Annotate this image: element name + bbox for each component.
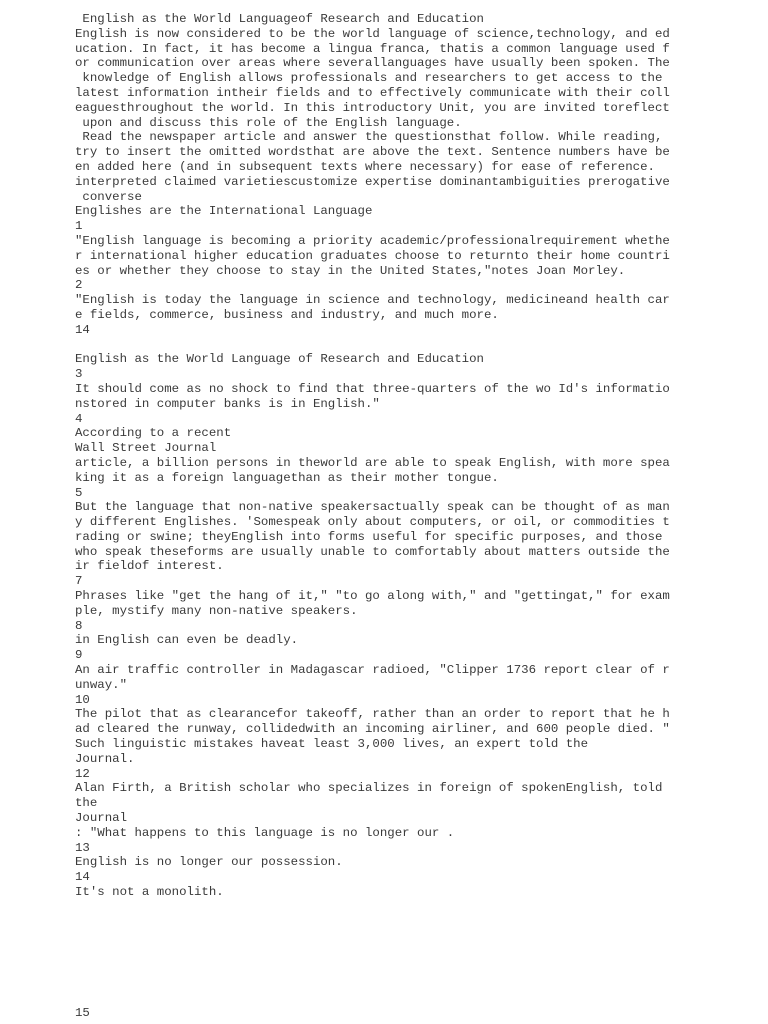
text-line: English is now considered to be the world language of science,technology, and ed bbox=[75, 26, 670, 41]
text-line: the bbox=[75, 796, 98, 811]
text-line: e fields, commerce, business and industry, and much more. bbox=[75, 307, 499, 322]
text-line: It should come as no shock to find that three-quarters of the wo Id's informatio bbox=[75, 381, 670, 396]
text-line: try to insert the omitted wordsthat are above the text. Sentence numbers have be bbox=[75, 145, 670, 160]
text-line: Read the newspaper article and answer the questionsthat follow. While reading, bbox=[75, 130, 663, 145]
text-line: 9 bbox=[75, 648, 83, 663]
text-line: converse bbox=[75, 189, 142, 204]
text-line: ple, mystify many non-native speakers. bbox=[75, 603, 358, 618]
text-line: Journal. bbox=[75, 751, 135, 766]
text-line: 1 bbox=[75, 219, 83, 234]
text-line: 8 bbox=[75, 618, 83, 633]
text-line: latest information intheir fields and to effectively communicate with their coll bbox=[75, 85, 670, 100]
text-line: 14 bbox=[75, 870, 90, 885]
text-line: who speak theseforms are usually unable to comfortably about matters outside the bbox=[75, 544, 670, 559]
text-line: ucation. In fact, it has become a lingua franca, thatis a common language used f bbox=[75, 41, 670, 56]
text-line: "English language is becoming a priority academic/professionalrequirement whethe bbox=[75, 233, 670, 248]
text-line: 13 bbox=[75, 840, 90, 855]
text-line: Wall Street Journal bbox=[75, 441, 217, 456]
text-line: article, a billion persons in theworld are able to speak English, with more spea bbox=[75, 455, 670, 470]
text-line: Journal bbox=[75, 811, 128, 826]
text-line: rading or swine; theyEnglish into forms useful for specific purposes, and those bbox=[75, 529, 663, 544]
text-line: : "What happens to this language is no longer our . bbox=[75, 825, 455, 840]
text-line: en added here (and in subsequent texts where necessary) for ease of reference. bbox=[75, 159, 655, 174]
text-line: It's not a monolith. bbox=[75, 885, 224, 900]
text-line: According to a recent bbox=[75, 426, 232, 441]
text-line: English as the World Languageof Research and Education bbox=[75, 12, 484, 26]
text-line: But the language that non-native speakersactually speak can be thought of as man bbox=[75, 500, 670, 515]
text-line: nstored in computer banks is in English." bbox=[75, 396, 380, 411]
text-line: 7 bbox=[75, 574, 83, 589]
text-line: eaguesthroughout the world. In this introductory Unit, you are invited toreflect bbox=[75, 100, 670, 115]
text-line: y different Englishes. 'Somespeak only about computers, or oil, or commodities t bbox=[75, 515, 670, 530]
text-line: Such linguistic mistakes haveat least 3,000 lives, an expert told the bbox=[75, 737, 589, 752]
text-line: Phrases like "get the hang of it," "to go along with," and "gettingat," for exam bbox=[75, 589, 670, 604]
text-line: ir fieldof interest. bbox=[75, 559, 224, 574]
text-line: Englishes are the International Language bbox=[75, 204, 373, 219]
text-line: English is no longer our possession. bbox=[75, 855, 343, 870]
text-line: The pilot that as clearancefor takeoff, rather than an order to report that he h bbox=[75, 707, 670, 722]
text-line: interpreted claimed varietiescustomize expertise dominantambiguities prerogative bbox=[75, 174, 670, 189]
text-line: or communication over areas where severallanguages have usually been spoken. The bbox=[75, 56, 670, 71]
text-line: 3 bbox=[75, 367, 83, 382]
text-line: knowledge of English allows professionals and researchers to get access to the bbox=[75, 71, 663, 86]
text-line: An air traffic controller in Madagascar radioed, "Clipper 1736 report clear of r bbox=[75, 663, 670, 678]
text-line: in English can even be deadly. bbox=[75, 633, 299, 648]
text-line: 14 bbox=[75, 322, 90, 337]
text-line: es or whether they choose to stay in the United States,"notes Joan Morley. bbox=[75, 263, 626, 278]
text-line: 12 bbox=[75, 766, 90, 781]
text-line: ad cleared the runway, collidedwith an incoming airliner, and 600 people died. " bbox=[75, 722, 670, 737]
text-line: English as the World Language of Research and Education bbox=[75, 352, 484, 367]
document-body bbox=[75, 12, 755, 900]
text-line: 4 bbox=[75, 411, 83, 426]
text-line: king it as a foreign languagethan as their mother tongue. bbox=[75, 470, 499, 485]
text-line: "English is today the language in science and technology, medicineand health car bbox=[75, 293, 670, 308]
text-line: r international higher education graduates choose to returnto their home countri bbox=[75, 248, 670, 263]
text-line: unway." bbox=[75, 677, 128, 692]
text-line: upon and discuss this role of the English language. bbox=[75, 115, 462, 130]
blank-line bbox=[75, 338, 755, 353]
text-line: 2 bbox=[75, 278, 83, 293]
text-line: 10 bbox=[75, 692, 90, 707]
text-line: 5 bbox=[75, 485, 83, 500]
text-line: Alan Firth, a British scholar who specializes in foreign of spokenEnglish, told bbox=[75, 781, 663, 796]
page-section-number: 15 bbox=[75, 1006, 90, 1020]
